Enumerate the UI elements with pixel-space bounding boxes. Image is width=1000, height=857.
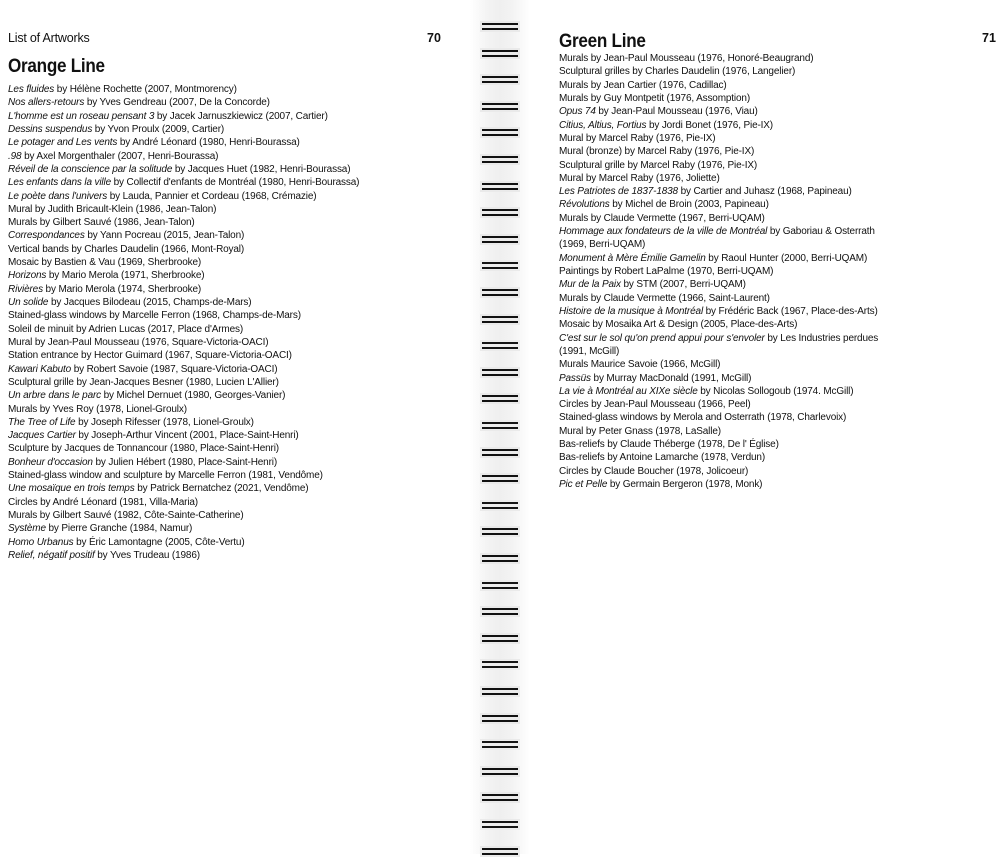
- artwork-details: Mural by Jean-Paul Mousseau (1976, Square-Victoria-OACI): [8, 336, 269, 348]
- artwork-details: by André Léonard (1980, Henri-Bourassa): [117, 137, 300, 149]
- artwork-details: Mural by Judith Bricault-Klein (1986, Jean-Talon): [8, 203, 217, 215]
- binding-ring: [480, 819, 520, 830]
- artwork-title: Monument à Mère Émilie Gamelin: [559, 252, 706, 264]
- artwork-title: L'homme est un roseau pensant 3: [8, 110, 155, 122]
- artwork-entry: [559, 105, 881, 118]
- binding-ring: [480, 766, 520, 777]
- artwork-entry: [8, 83, 448, 96]
- artwork-details: Mural by Peter Gnass (1978, LaSalle): [559, 425, 721, 437]
- artwork-details: Murals by Jean-Paul Mousseau (1976, Honoré-Beaugrand): [559, 53, 814, 64]
- artwork-title: Passüs: [559, 372, 591, 384]
- artwork-details: by Axel Morgenthaler (2007, Henri-Bourassa): [21, 150, 219, 162]
- artwork-details: by Robert Savoie (1987, Square-Victoria-OACI): [71, 363, 278, 375]
- artwork-entry: [559, 318, 881, 331]
- artwork-title: Rivières: [8, 283, 43, 295]
- artwork-details: by Mario Merola (1971, Sherbrooke): [46, 270, 205, 282]
- artwork-entry: [8, 229, 448, 242]
- artwork-details: by Nicolas Sollogoub (1974. McGill): [697, 385, 854, 397]
- left-page: [0, 0, 470, 854]
- artwork-entry: [559, 145, 881, 158]
- artwork-entry: [559, 358, 881, 371]
- artwork-details: Murals by Yves Roy (1978, Lionel-Groulx): [8, 403, 187, 415]
- artwork-details: Murals by Gilbert Sauvé (1986, Jean-Talon): [8, 217, 195, 229]
- artwork-entry: [8, 243, 448, 256]
- artwork-details: Murals by Claude Vermette (1967, Berri-UQAM): [559, 212, 765, 224]
- artwork-details: by Germain Bergeron (1978, Monk): [607, 479, 763, 490]
- right-page: [530, 0, 1000, 854]
- artwork-title: Mur de la Paix: [559, 279, 621, 291]
- artwork-entry: [8, 216, 448, 229]
- artwork-entry: [559, 305, 881, 318]
- artwork-details: Mural (bronze) by Marcel Raby (1976, Pie-IX): [559, 146, 755, 158]
- artwork-entry: [8, 482, 448, 495]
- binding-ring: [480, 473, 520, 484]
- artwork-details: by Patrick Bernatchez (2021, Vendôme): [134, 483, 309, 495]
- artwork-entry: [8, 496, 448, 509]
- artwork-entry: [8, 176, 448, 189]
- artwork-title: Révolutions: [559, 199, 610, 211]
- artwork-details: by Yves Trudeau (1986): [94, 549, 200, 561]
- artwork-details: by Jordi Bonet (1976, Pie-IX): [646, 119, 773, 131]
- binding-ring: [480, 287, 520, 298]
- artwork-details: by Joseph-Arthur Vincent (2001, Place-Saint-Henri): [75, 430, 299, 442]
- artwork-details: by Jacek Jarnuszkiewicz (2007, Cartier): [154, 110, 328, 122]
- artwork-entry: [8, 163, 448, 176]
- binding-ring: [480, 420, 520, 431]
- artwork-details: by Michel de Broin (2003, Papineau): [609, 199, 769, 211]
- artwork-entry: [8, 429, 448, 442]
- artwork-entry: [8, 323, 448, 336]
- artwork-details: by Gaboriau & Osterrath (1969, Berri-UQAM): [559, 226, 875, 251]
- artwork-entry: [559, 252, 881, 265]
- artwork-details: by Yann Pocreau (2015, Jean-Talon): [84, 230, 245, 242]
- artwork-details: by STM (2007, Berri-UQAM): [620, 279, 746, 291]
- artwork-entry: [8, 336, 448, 349]
- artwork-details: Circles by Jean-Paul Mousseau (1966, Peel): [559, 399, 751, 411]
- artwork-details: Vertical bands by Charles Daudelin (1966, Mont-Royal): [8, 243, 245, 255]
- artwork-entry: [559, 198, 881, 211]
- artwork-details: by Joseph Rifesser (1978, Lionel-Groulx): [75, 416, 254, 428]
- artwork-details: by Jacques Huet (1982, Henri-Bourassa): [172, 163, 351, 175]
- artwork-title: Un solide: [8, 297, 49, 308]
- artwork-title: Homo Urbanus: [8, 536, 74, 548]
- artwork-details: by Cartier and Juhasz (1968, Papineau): [677, 186, 852, 198]
- artwork-entry: [559, 225, 881, 252]
- binding-ring: [480, 659, 520, 670]
- artwork-entry: [8, 110, 448, 123]
- binding-ring: [480, 154, 520, 165]
- artwork-entry: [8, 203, 448, 216]
- artwork-entry: [8, 269, 448, 282]
- artwork-entry: [559, 132, 881, 145]
- artwork-title: Citius, Altius, Fortius: [559, 119, 647, 131]
- binding-ring: [480, 553, 520, 564]
- artwork-details: by Raoul Hunter (2000, Berri-UQAM): [705, 252, 868, 264]
- artwork-entry: [559, 159, 881, 172]
- artwork-entry: [8, 469, 448, 482]
- artwork-details: by Murray MacDonald (1991, McGill): [590, 372, 752, 384]
- artwork-details: by Jacques Bilodeau (2015, Champs-de-Mars): [48, 297, 252, 308]
- binding-ring: [480, 127, 520, 138]
- artwork-entry: [8, 549, 448, 562]
- artwork-title: Une mosaïque en trois temps: [8, 483, 135, 495]
- artwork-entry: [559, 465, 881, 478]
- artwork-details: Sculptural grilles by Charles Daudelin (1976, Langelier): [559, 66, 796, 78]
- artwork-details: Stained-glass window and sculpture by Marcelle Ferron (1981, Vendôme): [8, 470, 323, 482]
- artwork-title: Les enfants dans la ville: [8, 177, 111, 189]
- binding-ring: [480, 74, 520, 85]
- artwork-details: by Julien Hébert (1980, Place-Saint-Henri): [92, 456, 278, 468]
- artwork-entry: [8, 96, 448, 109]
- artwork-details: by Pierre Granche (1984, Namur): [45, 523, 193, 535]
- orange-line-artwork-list: [8, 83, 448, 562]
- page-number-left: 70: [427, 31, 441, 45]
- artwork-entry: [559, 278, 881, 291]
- artwork-entry: [8, 363, 448, 376]
- artwork-title: Un arbre dans le parc: [8, 390, 102, 402]
- artwork-entry: [8, 416, 448, 429]
- binding-ring: [480, 393, 520, 404]
- artwork-entry: [559, 52, 881, 65]
- artwork-entry: [559, 119, 881, 132]
- artwork-details: by Jean-Paul Mousseau (1976, Viau): [595, 106, 758, 118]
- binding-ring: [480, 340, 520, 351]
- binding-ring: [480, 181, 520, 192]
- artwork-details: Sculpture by Jacques de Tonnancour (1980, Place-Saint-Henri): [8, 443, 279, 455]
- spiral-binding: [470, 0, 530, 854]
- artwork-title: The Tree of Life: [8, 416, 76, 428]
- artwork-entry: [559, 79, 881, 92]
- artwork-details: Murals Maurice Savoie (1966, McGill): [559, 359, 721, 371]
- binding-ring: [480, 686, 520, 697]
- page-number-right: 71: [982, 31, 996, 45]
- artwork-details: Station entrance by Hector Guimard (1967, Square-Victoria-OACI): [8, 350, 292, 362]
- artwork-details: Bas-reliefs by Antoine Lamarche (1978, Verdun): [559, 452, 766, 464]
- artwork-entry: [559, 265, 881, 278]
- artwork-details: Sculptural grille by Marcel Raby (1976, Pie-IX): [559, 159, 758, 171]
- artwork-entry: [559, 425, 881, 438]
- binding-ring: [480, 500, 520, 511]
- artwork-title: Correspondances: [8, 230, 85, 242]
- artwork-details: by Les Industries perdues (1991, McGill): [559, 332, 879, 357]
- artwork-details: Mural by Marcel Raby (1976, Pie-IX): [559, 132, 716, 144]
- artwork-entry: [8, 403, 448, 416]
- binding-ring: [480, 713, 520, 724]
- artwork-entry: [559, 385, 881, 398]
- artwork-details: Murals by Jean Cartier (1976, Cadillac): [559, 79, 727, 91]
- artwork-entry: [8, 536, 448, 549]
- artwork-title: Histoire de la musique à Montréal: [559, 305, 704, 317]
- artwork-entry: [8, 389, 448, 402]
- section-title-green-line: Green Line: [559, 31, 646, 52]
- binding-ring: [480, 367, 520, 378]
- artwork-title: Bonheur d'occasion: [8, 456, 93, 468]
- binding-ring: [480, 846, 520, 857]
- artwork-title: Les fluides: [8, 84, 55, 95]
- binding-ring: [480, 234, 520, 245]
- artwork-details: Circles by André Léonard (1981, Villa-Maria): [8, 496, 198, 508]
- artwork-details: by Éric Lamontagne (2005, Côte-Vertu): [73, 536, 245, 548]
- binding-ring: [480, 260, 520, 271]
- artwork-entry: [559, 185, 881, 198]
- artwork-entry: [559, 212, 881, 225]
- artwork-details: by Yvon Proulx (2009, Cartier): [92, 123, 225, 135]
- artwork-details: Mosaic by Bastien & Vau (1969, Sherbrooke): [8, 257, 202, 269]
- artwork-details: Soleil de minuit by Adrien Lucas (2017, Place d'Armes): [8, 323, 244, 335]
- artwork-details: Murals by Guy Montpetit (1976, Assomption): [559, 92, 751, 104]
- artwork-entry: [559, 372, 881, 385]
- artwork-details: Mosaic by Mosaika Art & Design (2005, Place-des-Arts): [559, 319, 798, 331]
- artwork-entry: [8, 136, 448, 149]
- artwork-entry: [8, 376, 448, 389]
- artwork-details: Bas-reliefs by Claude Théberge (1978, De l' Église): [559, 439, 779, 451]
- artwork-entry: [559, 478, 881, 491]
- artwork-details: Mural by Marcel Raby (1976, Joliette): [559, 172, 720, 184]
- artwork-entry: [8, 456, 448, 469]
- artwork-details: Stained-glass windows by Marcelle Ferron (1968, Champs-de-Mars): [8, 310, 301, 322]
- binding-ring: [480, 606, 520, 617]
- artwork-entry: [8, 296, 448, 309]
- artwork-entry: [559, 438, 881, 451]
- artwork-details: by Yves Gendreau (2007, De la Concorde): [84, 97, 270, 109]
- artwork-title: Réveil de la conscience par la solitude: [8, 163, 173, 175]
- artwork-details: by Mario Merola (1974, Sherbrooke): [42, 283, 202, 295]
- artwork-entry: [559, 65, 881, 78]
- artwork-details: Paintings by Robert LaPalme (1970, Berri-UQAM): [559, 266, 774, 277]
- artwork-title: Kawari Kabuto: [8, 363, 72, 375]
- artwork-details: by Frédéric Back (1967, Place-des-Arts): [703, 305, 878, 317]
- artwork-entry: [8, 190, 448, 203]
- artwork-title: Opus 74: [559, 106, 596, 118]
- binding-ring: [480, 447, 520, 458]
- artwork-entry: [559, 172, 881, 185]
- artwork-details: by Hélène Rochette (2007, Montmorency): [54, 84, 237, 95]
- artwork-title: Horizons: [8, 270, 47, 282]
- artwork-entry: [8, 123, 448, 136]
- artwork-title: Système: [8, 523, 46, 535]
- artwork-entry: [8, 150, 448, 163]
- artwork-entry: [559, 398, 881, 411]
- artwork-entry: [559, 292, 881, 305]
- artwork-entry: [559, 411, 881, 424]
- running-title: List of Artworks: [8, 31, 90, 45]
- artwork-entry: [8, 522, 448, 535]
- artwork-title: Jacques Cartier: [8, 430, 76, 442]
- binding-ring: [480, 580, 520, 591]
- artwork-title: Le poète dans l'univers: [8, 190, 108, 202]
- artwork-title: .98: [8, 150, 22, 162]
- artwork-title: Hommage aux fondateurs de la ville de Montréal: [559, 226, 768, 238]
- artwork-details: Stained-glass windows by Merola and Osterrath (1978, Charlevoix): [559, 412, 847, 424]
- artwork-details: Circles by Claude Boucher (1978, Jolicoeur): [559, 465, 749, 477]
- artwork-entry: [8, 442, 448, 455]
- binding-ring: [480, 526, 520, 537]
- binding-ring: [480, 633, 520, 644]
- section-title-orange-line: Orange Line: [8, 56, 105, 77]
- artwork-details: by Collectif d'enfants de Montréal (1980, Henri-Bourassa): [110, 177, 360, 189]
- artwork-entry: [8, 256, 448, 269]
- artwork-details: Murals by Gilbert Sauvé (1982, Côte-Sainte-Catherine): [8, 510, 244, 521]
- binding-ring: [480, 207, 520, 218]
- artwork-details: Sculptural grille by Jean-Jacques Besner (1980, Lucien L'Allier): [8, 376, 279, 388]
- artwork-title: La vie à Montréal au XIXe siècle: [559, 385, 698, 397]
- artwork-title: Nos allers-retours: [8, 97, 85, 109]
- binding-ring: [480, 21, 520, 32]
- artwork-entry: [559, 451, 881, 464]
- artwork-entry: [8, 309, 448, 322]
- artwork-details: by Lauda, Pannier et Cordeau (1968, Crémazie): [107, 190, 317, 202]
- green-line-artwork-list: [559, 52, 881, 491]
- artwork-title: Relief, négatif positif: [8, 549, 95, 561]
- artwork-entry: [559, 332, 881, 359]
- binding-ring: [480, 739, 520, 750]
- binding-ring: [480, 101, 520, 112]
- binding-ring: [480, 314, 520, 325]
- binding-ring: [480, 48, 520, 59]
- artwork-title: Pic et Pelle: [559, 479, 608, 490]
- artwork-entry: [8, 509, 448, 522]
- artwork-details: by Michel Dernuet (1980, Georges-Vanier): [101, 390, 286, 402]
- artwork-title: Dessins suspendus: [8, 123, 93, 135]
- artwork-title: C'est sur le sol qu'on prend appui pour s'envoler: [559, 332, 765, 344]
- artwork-title: Les Patriotes de 1837-1838: [559, 186, 678, 198]
- artwork-entry: [8, 349, 448, 362]
- artwork-entry: [8, 283, 448, 296]
- artwork-details: Murals by Claude Vermette (1966, Saint-Laurent): [559, 292, 770, 304]
- binding-ring: [480, 792, 520, 803]
- artwork-title: Le potager and Les vents: [8, 137, 118, 149]
- artwork-entry: [559, 92, 881, 105]
